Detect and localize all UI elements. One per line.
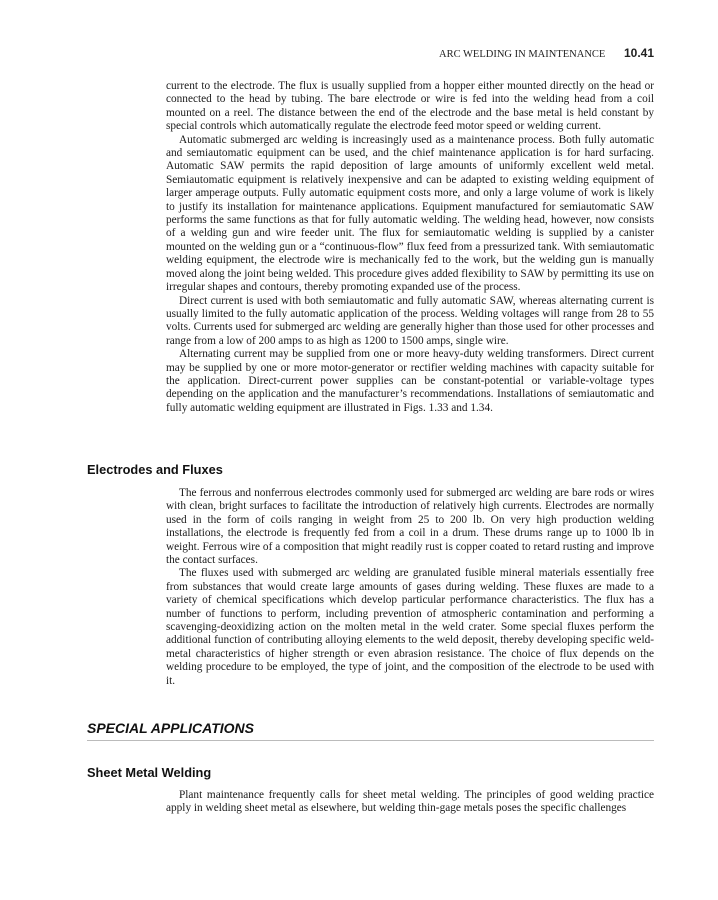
paragraph: Direct current is used with both semiautomatic and fully automatic SAW, whereas alternating current is usually limited to the fully automatic application of the process. Welding voltages will range from 28 to 55 volts. Currents used for submerged arc welding are generally higher than those used for other processes and range from a low of 200 amps to as high as 1200 to 1500 amps, single wire. [166,294,654,347]
paragraph: current to the electrode. The flux is usually supplied from a hopper either mounted directly on the head or connected to the head by tubing. The bare electrode or wire is fed into the welding head from a coil mounted on a reel. The distance between the end of the electrode and the base metal is held constant by special controls which automatically regulate the electrode feed motor speed or welding current. [166,80,654,133]
body-text-section-saw [166,80,654,415]
body-text-section-electrodes [166,487,654,688]
paragraph: Plant maintenance frequently calls for sheet metal welding. The principles of good welding practice apply in welding sheet metal as elsewhere, but welding thin-gage metals poses the specific challenges [166,789,654,815]
running-title: ARC WELDING IN MAINTENANCE [439,49,606,60]
section-heading-sheet-metal-welding: Sheet Metal Welding [87,765,212,780]
chapter-section-heading-special-applications: SPECIAL APPLICATIONS [87,720,254,736]
heading-divider [87,740,654,741]
section-heading-electrodes-and-fluxes: Electrodes and Fluxes [87,462,223,477]
body-text-section-sheet-metal [166,789,654,816]
paragraph: The fluxes used with submerged arc welding are granulated fusible mineral materials essentially free from substances that would create large amounts of gases during welding. These fluxes are made to a variety of chemical specifications which develop particular performance characteristics. The flux has a number of functions to perform, including prevention of atmospheric contamination and performing a scavenging-deoxidizing action on the molten metal in the weld crater. Some special fluxes perform the additional function of contributing alloying elements to the weld deposit, thereby developing specific weld-metal characteristics of higher strength or even abrasion resistance. The choice of flux depends on the welding procedure to be employed, the type of joint, and the composition of the electrode to be used with it. [166,567,654,687]
paragraph: Alternating current may be supplied from one or more heavy-duty welding transformers. Direct current may be supplied by one or more motor-generator or rectifier welding machines with capacity suitable for the application. Direct-current power supplies can be constant-potential or variable-voltage types depending on the application and the manufacturer’s recommendations. Installations of semiautomatic and fully automatic welding equipment are illustrated in Figs. 1.33 and 1.34. [166,348,654,414]
paragraph: Automatic submerged arc welding is increasingly used as a maintenance process. Both fully automatic and semiautomatic equipment can be used, and the chief maintenance application is for hard surfacing. Automatic SAW permits the rapid deposition of large amounts of uniformly excellent weld metal. Semiautomatic equipment is relatively inexpensive and can be adapted to existing welding equipment of larger amperage outputs. Fully automatic equipment costs more, and only a large volume of work is likely to justify its installation for maintenance applications. Equipment manufactured for semiautomatic SAW performs the same functions as that for fully automatic welding. The welding head, however, now consists of a welding gun and wire feeder unit. The flux for semiautomatic welding is supplied by a canister mounted on the welding gun or a “continuous-flow” flux feed from a pressurized tank. With semiautomatic welding equipment, the electrode wire is mechanically fed to the work, but the welding gun is manually moved along the joint being welded. This procedure gives added flexibility to SAW by permitting its use on irregular shapes and contours, thereby promoting expanded use of the process. [166,133,654,294]
paragraph: The ferrous and nonferrous electrodes commonly used for submerged arc welding are bare rods or wires with clean, bright surfaces to facilitate the introduction of relatively high currents. Electrodes are normally used in the form of coils ranging in weight from 25 to 200 lb. On very high production welding installations, the electrode is frequently fed from a coil in a drum. These drums range up to 1000 lb in weight. Ferrous wire of a composition that might readily rust is copper coated to retard rusting and improve the contact surfaces. [166,487,654,567]
page-number: 10.41 [623,46,654,60]
running-header [439,46,654,60]
